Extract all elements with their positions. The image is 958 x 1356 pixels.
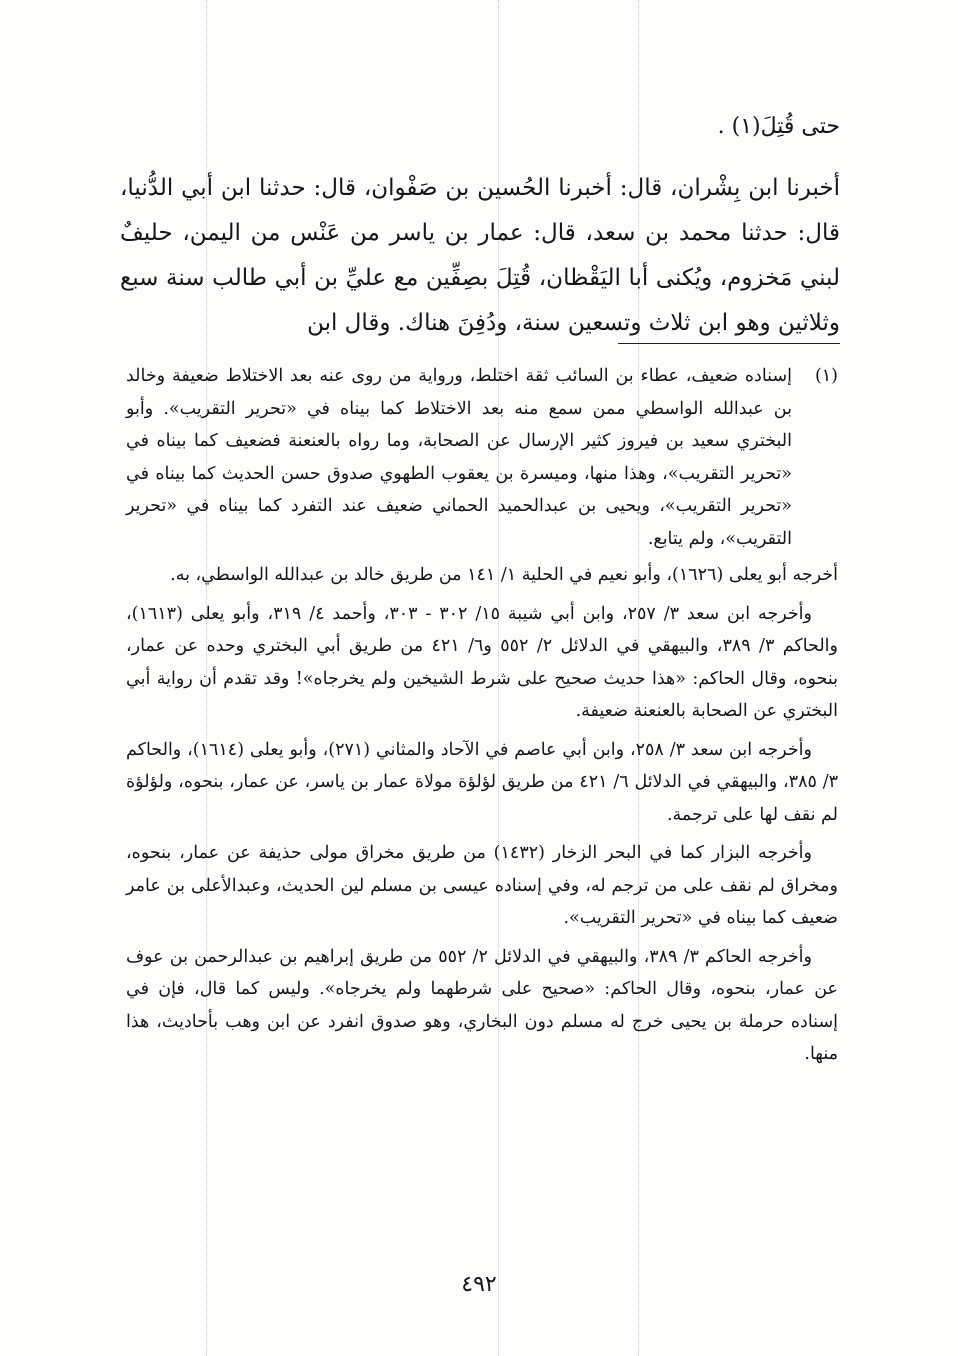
footnote-paragraph: وأخرجه البزار كما في البحر الزخار (١٤٣٢) من طريق مخراق مولى حذيفة عن عمار، بنحوه، ومخراق لم نقف على من ترجم له، وفي إسناده عيسى بن مسلم لين الحديث، وعبدالأعلى بن عامر ضعيف كما بيناه في «تحرير التقريب».: [126, 843, 838, 928]
main-paragraph-text: أخبرنا ابن بِشْران، قال: أخبرنا الحُسين بن صَفْوان، قال: حدثنا ابن أبي الدُّنيا، قال: حدثنا محمد بن سعد، قال: عمار بن ياسر من عَنْس من اليمن، حليفٌ لبني مَخزوم، ويُكنى أبا اليَقْظان، قُتِلَ بصِفِّين مع عليِّ بن أبي طالب سنة سبع وثلاثين وهو ابن ثلاث وتسعين سنة، ودُفِنَ هناك. وقال ابن: [120, 175, 840, 336]
main-paragraph: [120, 166, 840, 346]
footnote-1-text: إسناده ضعيف، عطاء بن السائب ثقة اختلط، ورواية من روى عنه بعد الاختلاط ضعيفة وخالد بن عبدالله الواسطي ممن سمع منه بعد الاختلاط كما بيناه في «تحرير التقريب». وأبو البختري سعيد بن فيروز كثير الإرسال عن الصحابة، وما رواه بالعنعنة فضعيف كما بيناه في «تحرير التقريب»، وهذا منها، وميسرة بن يعقوب الطهوي صدوق حسن الحديث كما بيناه في «تحرير التقريب»، ويحيى بن عبدالحميد الحماني ضعيف عند التفرد كما بيناه في «تحرير التقريب»، ولم يتابع.: [126, 366, 792, 549]
footnote-1: [126, 360, 838, 555]
footnote-paragraph: وأخرجه ابن سعد ٣/ ٢٥٧، وابن أبي شيبة ١٥/ ٣٠٢ - ٣٠٣، وأحمد ٤/ ٣١٩، وأبو يعلى (١٦١٣)، والحاكم ٣/ ٣٨٩، والبيهقي في الدلائل ٢/ ٥٥٢ و٦/ ٤٢١ من طريق أبي البختري وحده عن عمار، بنحوه، وقال الحاكم: «هذا حديث صحيح على شرط الشيخين ولم يخرجاه»! وقد تقدم أن رواية أبي البختري عن الصحابة بالعنعنة ضعيفة.: [126, 603, 838, 721]
footnote-paragraph: وأخرجه الحاكم ٣/ ٣٨٩، والبيهقي في الدلائل ٢/ ٥٥٢ من طريق إبراهيم بن عبدالرحمن بن عوف عن عمار، بنحوه، وقال الحاكم: «صحيح على شرطهما ولم يخرجاه». وليس كما قال، فإن في إسناده حرملة بن يحيى خرج له مسلم دون البخاري، وهو صدوق انفرد عن ابن وهب بأحاديث، هذا منها.: [126, 946, 838, 1064]
footnote-marker: (١): [814, 366, 838, 386]
intro-line: [120, 112, 840, 142]
footnote-paragraph: أخرجه أبو يعلى (١٦٢٦)، وأبو نعيم في الحلية ١/ ١٤١ من طريق خالد بن عبدالله الواسطي، به.: [170, 565, 838, 585]
intro-text: حتى قُتِلَ(١) .: [717, 114, 840, 139]
page-number: ٤٩٢: [461, 1272, 497, 1297]
footnote-separator: [618, 343, 840, 344]
footnotes: [126, 360, 838, 1077]
footnote-paragraph: وأخرجه ابن سعد ٣/ ٢٥٨، وابن أبي عاصم في الآحاد والمثاني (٢٧١)، وأبو يعلى (١٦١٤)، والحاكم ٣/ ٣٨٥، والبيهقي في الدلائل ٦/ ٤٢١ من طريق لؤلؤة مولاة عمار بن ياسر، عن عمار، بنحوه، ولؤلؤة لم نقف لها على ترجمة.: [126, 739, 838, 825]
